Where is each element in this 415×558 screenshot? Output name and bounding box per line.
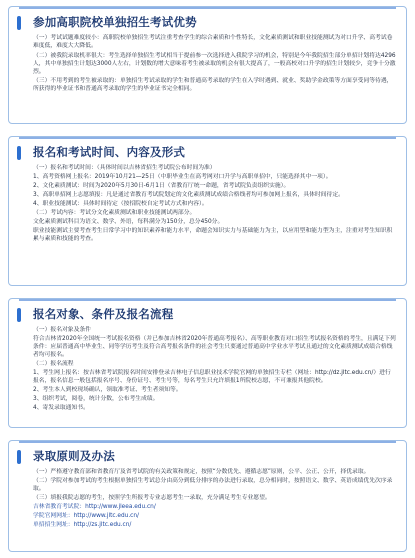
section-paragraph: （三）不用考到的考生被录取的：单独招生考试录取的学生和普通高考录取的学生在入学时遇到、就业、奖助学金政策等方面享受同等待遇，所获得的毕业证书和普通高考录取的学生的毕业证书完全相同。: [33, 78, 393, 92]
section-admission: [8, 440, 407, 552]
section-paragraph: （二）考试内容：考试分文化素质测试和职业技能测试两部分。: [33, 210, 196, 216]
section-paragraph: （三）填报我院志愿的考生，按照学生所报考专业志愿考生一录取，充分满足考生专业愿望。: [33, 495, 271, 501]
section-paragraph: 4、寄发录取通知书。: [33, 405, 89, 411]
section-top-line: [19, 7, 396, 9]
admissions-website-link[interactable]: 单招招生网址：http://zs.jltc.edu.cn/: [33, 522, 132, 528]
section-top-line: [19, 299, 396, 301]
section-paragraph: 文化素质测试科目为语文、数学、外语，每科满分为150分，总分450分。: [33, 219, 224, 225]
section-paragraph: 3、组织考试，阅卷，统计分数，公布考生成绩。: [33, 396, 159, 402]
section-paragraph: 2、文化素质测试：时间为2020年5月30日-6月1日（省教育厅统一命题，省考试院负责组织实施）。: [33, 183, 290, 189]
section-paragraph: （一）考试试题难度较小：高职院校单独招生考试注重考查学生的综合素质和个性特长，文化素质测试和职业技能测试为对口升学、高考试卷难度低，难度大大降低。: [33, 35, 393, 49]
section-title: 参加高职院校单独招生考试优势: [33, 15, 197, 29]
section-bullet-icon: [17, 308, 21, 322]
section-bullet-icon: [17, 146, 21, 160]
section-paragraph: 1、考生网上报名：按吉林省考试院报名时间安排登录吉林电子信息职业技术学院官网的单独招生专栏（网址：http://dz.jltc.edu.cn/）进行报名，报名信息一般包括报名序号、身份证号、考生号等，每名考生只允许填报1所院校志愿，不可兼报其他院校。: [33, 370, 391, 384]
section-time-content: [8, 136, 407, 286]
section-top-line: [19, 441, 396, 443]
section-title: 录取原则及办法: [33, 449, 115, 463]
section-paragraph: （二）被我院录取机率很大：考生选择单独招生考试相当于提前参一次选择进入我院学习的机会，特别是今年我院招生部分单招计划将达4296人，其中单独招生计划达3000人左右，计划数的增大意味着考生被录取的机会有很大提高了，一般高校对口升学的招生计划较少，竞争十分激烈。: [33, 52, 396, 75]
exam-authority-link[interactable]: 吉林省教育考试院：http://www.jleea.edu.cn/: [33, 504, 156, 510]
section-title: 报名对象、条件及报名流程: [33, 307, 174, 321]
section-paragraph: （一）报名对象及条件: [33, 327, 91, 333]
college-website-link[interactable]: 学院官网网址：http://www.jltc.edu.cn/: [33, 513, 139, 519]
section-paragraph: （二）学院对参加考试的考生根据单独招生考试总分由高分到低分排序的办法进行录取，总分相同时，按照语文、数学、英语成绩优先次序录取。: [33, 478, 393, 492]
section-paragraph: 3、高职单招网上志愿填报：凡是通过省教育考试院划定的文化素质测试成绩合格线者均可参加网上报名，具体时间待定。: [33, 192, 344, 198]
section-top-line: [19, 137, 396, 139]
section-paragraph: （一）报名和考试时间：（具体时间以吉林省招生考试院公布时间为准）: [33, 165, 216, 171]
section-paragraph: （一）严格遵守教育部和省教育厅及省考试院的有关政策和规定，按照“分数优先、遵循志愿”原则，公平、公正、公开，择优录取。: [33, 469, 370, 475]
section-paragraph: 符合吉林省2020年全国统一考试报名资格（并已参加吉林省2020年普通高考报名）、高等职业教育对口招生考试报名资格的考生，且满足下列条件：应届普通高中毕业生、同等学历考生及符合高考报名条件的社会考生只要通过普通高中学业水平考试且通过的文化素质测试成绩合格线者均可报名。: [33, 336, 396, 358]
section-paragraph: 2、考生本人到校现场确认，领取准考证、考生者须知等。: [33, 387, 182, 393]
section-eligibility: [8, 298, 407, 428]
section-paragraph: 1、高考资格网上报名：2019年10月21—25日（中职毕业生在高考网对口升学与高职单招中，只能选择其中一项）。: [33, 174, 332, 180]
section-advantages: [8, 6, 407, 124]
section-paragraph: 4、职业技能测试：具体时间待定（按招院校自定考试方式和内容）。: [33, 201, 208, 207]
section-paragraph: 职业技能测试主要考查考生日常学习中的知识素养和能力水平，命题会知识实力与基础能力为主，以应用型和能力型为主，注重对考生知识积累与素质和技能的考查。: [33, 228, 393, 242]
section-paragraph: （二）报名流程: [33, 361, 74, 367]
section-bullet-icon: [17, 450, 21, 464]
section-bullet-icon: [17, 16, 21, 30]
section-title: 报名和考试时间、内容及形式: [33, 145, 186, 159]
